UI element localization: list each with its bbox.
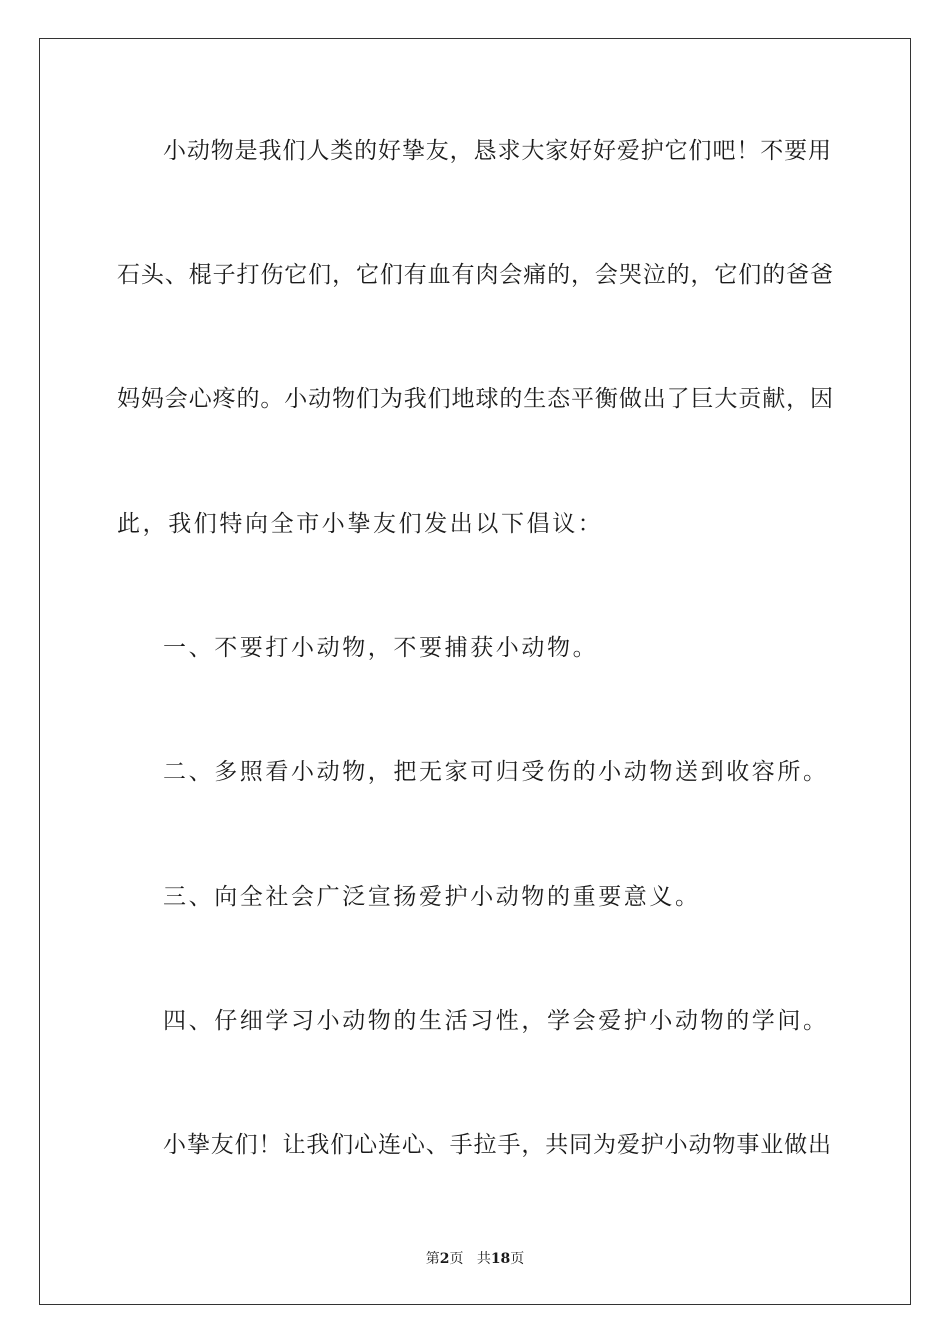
- proposal-item-1: 一、不要打小动物，不要捕获小动物。: [163, 635, 599, 661]
- total-prefix: 共: [476, 1251, 491, 1267]
- page-number: 2: [439, 1251, 450, 1267]
- proposal-item-2: 二、多照看小动物，把无家可归受伤的小动物送到收容所。: [163, 759, 829, 785]
- paragraph-line-1: 小动物是我们人类的好挚友，恳求大家好好爱护它们吧！不要用: [163, 138, 831, 164]
- total-pages: 18: [490, 1251, 511, 1267]
- page-prefix: 第: [425, 1251, 440, 1267]
- proposal-item-3: 三、向全社会广泛宣扬爱护小动物的重要意义。: [163, 884, 701, 910]
- paragraph-line-4: 此，我们特向全市小挚友们发出以下倡议：: [117, 511, 604, 537]
- total-suffix: 页: [510, 1251, 525, 1267]
- paragraph-line-3: 妈妈会心疼的。小动物们为我们地球的生态平衡做出了巨大贡献，因: [117, 386, 833, 412]
- page-suffix: 页: [449, 1251, 464, 1267]
- proposal-item-4: 四、仔细学习小动物的生活习性，学会爱护小动物的学问。: [163, 1008, 829, 1034]
- closing-line: 小挚友们！让我们心连心、手拉手，共同为爱护小动物事业做出: [163, 1132, 831, 1158]
- paragraph-line-2: 石头、棍子打伤它们，它们有血有肉会痛的，会哭泣的，它们的爸爸: [117, 262, 833, 288]
- page-footer: [0, 1248, 950, 1268]
- page-frame: [39, 38, 911, 1305]
